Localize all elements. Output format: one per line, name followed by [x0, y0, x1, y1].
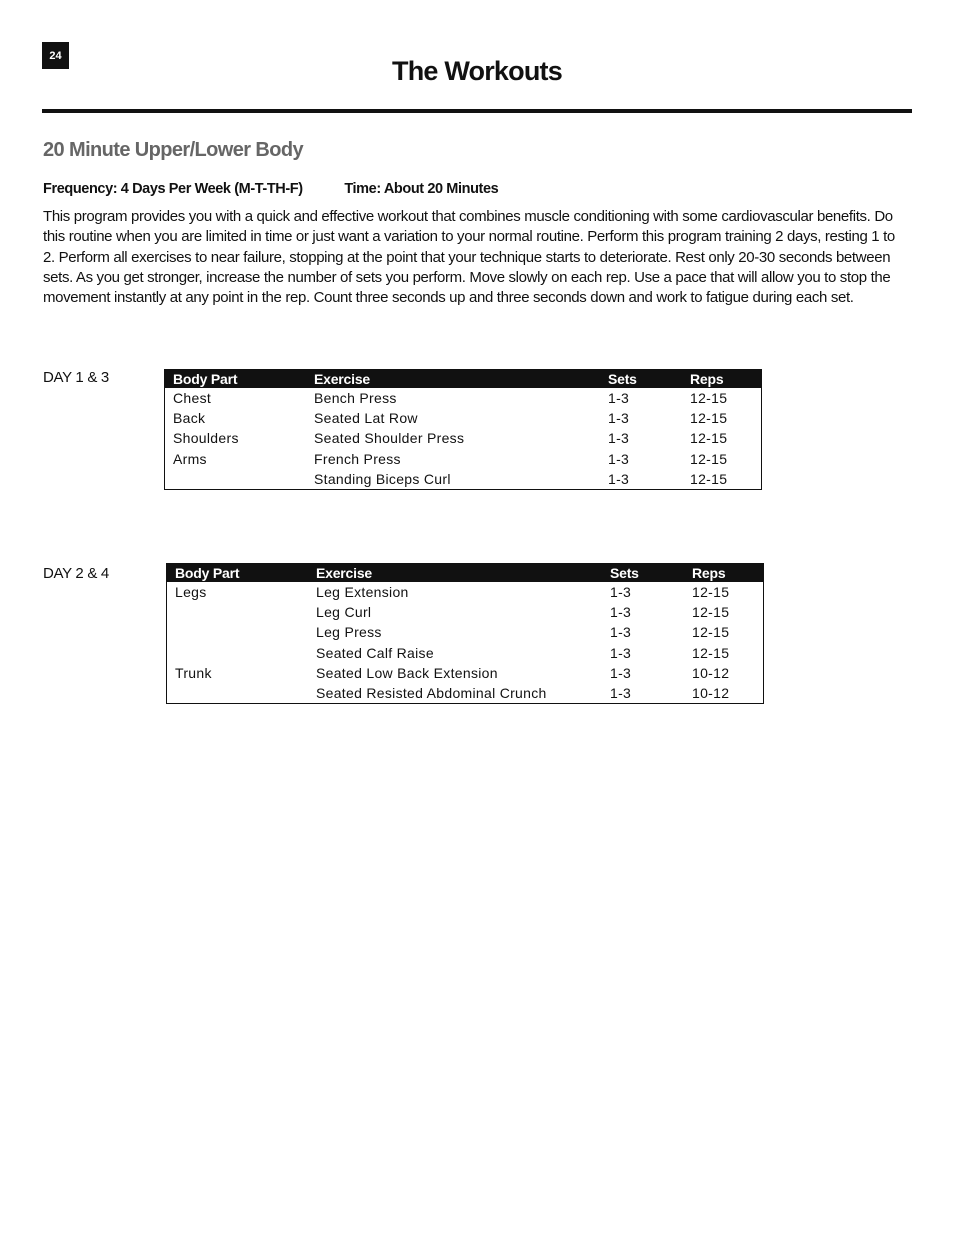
body-part-cell	[167, 643, 309, 663]
body-part-cell: Arms	[173, 450, 207, 467]
sets-cell: 1-3	[610, 584, 632, 601]
day-2-table	[166, 563, 764, 704]
body-part-cell: Back	[173, 410, 206, 427]
day-1-label: DAY 1 & 3	[43, 369, 109, 386]
reps-cell: 12-15	[692, 604, 730, 621]
sets-cell: 1-3	[610, 664, 632, 681]
table-row	[167, 643, 764, 663]
sets-cell: 1-3	[610, 685, 632, 702]
reps-cell: 12-15	[690, 410, 728, 427]
frequency-text: Frequency: 4 Days Per Week (M-T-TH-F)	[43, 181, 303, 197]
body-part-cell	[167, 683, 309, 704]
table-header-row	[167, 564, 764, 583]
table-row	[167, 663, 764, 683]
exercise-cell: Seated Low Back Extension	[316, 664, 498, 681]
body-part-cell: Shoulders	[173, 430, 239, 447]
reps-cell: 10-12	[692, 685, 730, 702]
column-header: Reps	[684, 564, 764, 583]
day-2-label: DAY 2 & 4	[43, 565, 109, 582]
column-header: Exercise	[308, 564, 602, 583]
reps-cell: 12-15	[690, 450, 728, 467]
exercise-cell: Leg Press	[316, 624, 382, 641]
table-row	[165, 428, 762, 448]
column-header: Body Part	[165, 370, 307, 389]
reps-cell: 10-12	[692, 664, 730, 681]
program-description: This program provides you with a quick and effective workout that combines muscle conditioning with some cardiovascular benefits. Do this routine when you are limited in time or just want a variation to your normal routine. Perform this program training 2 days, resting 1 to 2. Perform all exercises to near failure, stopping at the point that your technique starts to deteriorate. Rest only 20-30 seconds between sets. As you get stronger, increase the number of sets you perform. Move slowly on each rep. Use a pace that will allow you to stop the movement instantly at any point in the rep. Count three seconds up and three seconds down and work to fatigue during each set.	[43, 208, 895, 307]
table-row	[165, 469, 762, 490]
reps-cell: 12-15	[692, 584, 730, 601]
exercise-cell: Leg Curl	[316, 604, 372, 621]
sets-cell: 1-3	[608, 410, 630, 427]
sets-cell: 1-3	[608, 430, 630, 447]
sets-cell: 1-3	[610, 644, 632, 661]
table-row	[167, 683, 764, 704]
exercise-cell: Bench Press	[314, 390, 397, 407]
body-part-cell	[167, 602, 309, 622]
body-part-cell: Trunk	[175, 664, 212, 681]
reps-cell: 12-15	[692, 644, 730, 661]
body-part-cell	[167, 622, 309, 642]
body-part-cell	[165, 469, 307, 490]
column-header: Sets	[602, 564, 684, 583]
body-part-cell: Legs	[175, 584, 207, 601]
table-header-row	[165, 370, 762, 389]
sets-cell: 1-3	[610, 624, 632, 641]
table-row	[165, 449, 762, 469]
table-row	[165, 408, 762, 428]
sets-cell: 1-3	[608, 390, 630, 407]
workout-meta	[43, 181, 498, 197]
title-divider	[42, 109, 912, 113]
reps-cell: 12-15	[690, 390, 728, 407]
exercise-cell: Standing Biceps Curl	[314, 470, 451, 487]
day-1-table	[164, 369, 762, 490]
sets-cell: 1-3	[610, 604, 632, 621]
exercise-cell: Seated Resisted Abdominal Crunch	[316, 685, 547, 702]
sets-cell: 1-3	[608, 450, 630, 467]
body-part-cell: Chest	[173, 390, 212, 407]
column-header: Reps	[682, 370, 762, 389]
reps-cell: 12-15	[690, 430, 728, 447]
exercise-cell: Seated Shoulder Press	[314, 430, 465, 447]
table-row	[167, 622, 764, 642]
table-row	[165, 388, 762, 408]
column-header: Sets	[600, 370, 682, 389]
table-row	[167, 602, 764, 622]
section-title: 20 Minute Upper/Lower Body	[43, 139, 303, 161]
exercise-cell: Seated Calf Raise	[316, 644, 434, 661]
reps-cell: 12-15	[692, 624, 730, 641]
page-title: The Workouts	[392, 56, 562, 86]
exercise-cell: Seated Lat Row	[314, 410, 418, 427]
sets-cell: 1-3	[608, 470, 630, 487]
reps-cell: 12-15	[690, 470, 728, 487]
column-header: Exercise	[306, 370, 600, 389]
time-text: Time: About 20 Minutes	[344, 181, 499, 197]
column-header: Body Part	[167, 564, 309, 583]
page-number: 24	[42, 42, 69, 69]
exercise-cell: Leg Extension	[316, 584, 409, 601]
exercise-cell: French Press	[314, 450, 401, 467]
table-row	[167, 582, 764, 602]
